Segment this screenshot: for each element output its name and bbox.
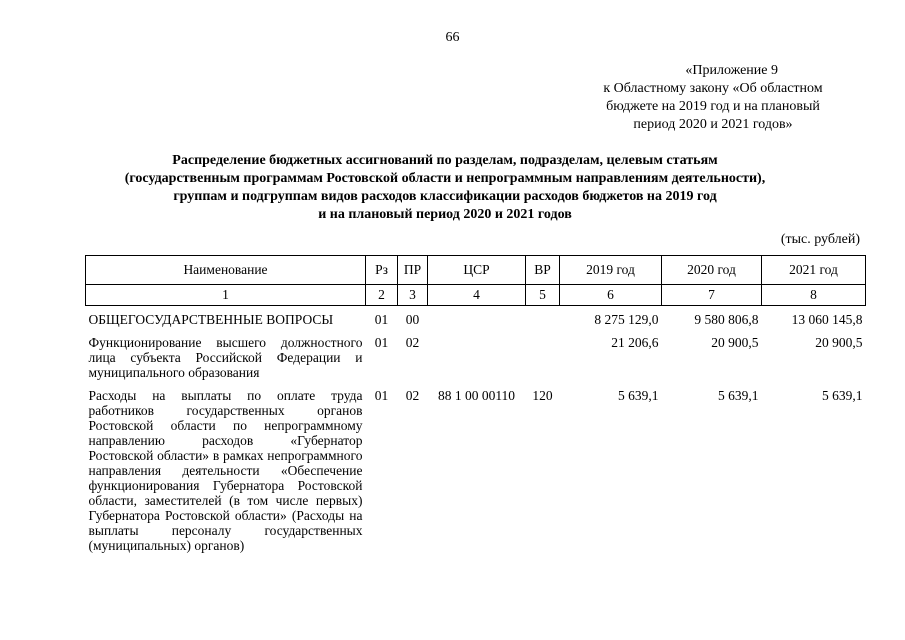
row-2021: 20 900,5: [815, 335, 863, 350]
row-2019: 21 206,6: [611, 335, 659, 350]
title-line: группам и подгруппам видов расходов классификации расходов бюджетов на 2019 год: [173, 189, 717, 204]
row-rz: 01: [374, 388, 389, 403]
budget-table: [85, 255, 866, 561]
header-2019: 2019 год: [560, 256, 662, 285]
column-number: 4: [428, 285, 526, 306]
row-vr: [526, 335, 560, 388]
row-name: Расходы на выплаты по оплате труда работников государственных органов Ростовской области по непрограммному направлению расходов «Губернатор Ростовской области» в рамках непрограммного направления деятельности «Обеспечение функционирования Губернатора Ростовской области, заместителей (в том числе первых) Губернатора Ростовской области» (Расходы на выплаты персоналу государственных (муниципальных) органов): [88, 388, 363, 553]
row-2019: 5 639,1: [618, 388, 659, 403]
document-title: [95, 152, 795, 224]
row-csr: 88 1 00 00110: [437, 388, 516, 403]
row-csr: [428, 335, 526, 388]
row-pr: 00: [405, 312, 420, 327]
table-row: [86, 388, 866, 561]
row-csr: [428, 306, 526, 336]
row-2021: 5 639,1: [822, 388, 863, 403]
row-2020: 9 580 806,8: [694, 312, 759, 327]
column-number: 6: [560, 285, 662, 306]
appendix-header: [560, 62, 866, 134]
appendix-title: «Приложение 9: [685, 63, 778, 78]
row-rz: 01: [374, 312, 389, 327]
row-name: ОБЩЕГОСУДАРСТВЕННЫЕ ВОПРОСЫ: [88, 312, 334, 327]
column-number: 1: [86, 285, 366, 306]
header-rz: Рз: [366, 256, 398, 285]
column-number-row: [86, 285, 866, 306]
column-number: 3: [398, 285, 428, 306]
column-number: 8: [762, 285, 866, 306]
title-line: (государственным программам Ростовской области и непрограммным направлениям деятельности),: [124, 171, 766, 186]
page-number: 66: [445, 30, 460, 45]
row-rz: 01: [374, 335, 389, 350]
row-vr: 120: [532, 388, 553, 403]
appendix-line: к Областному закону «Об областном: [603, 81, 823, 96]
header-vr: ВР: [526, 256, 560, 285]
row-pr: 02: [405, 388, 420, 403]
column-number: 5: [526, 285, 560, 306]
header-name: Наименование: [86, 256, 366, 285]
units-label: (тыс. рублей): [780, 232, 860, 247]
appendix-line: бюджете на 2019 год и на плановый: [606, 99, 820, 114]
table-row: [86, 335, 866, 388]
title-line: Распределение бюджетных ассигнований по разделам, подразделам, целевым статьям: [172, 153, 718, 168]
header-2021: 2021 год: [762, 256, 866, 285]
header-pr: ПР: [398, 256, 428, 285]
column-number: 2: [366, 285, 398, 306]
row-vr: [526, 306, 560, 336]
header-csr: ЦСР: [428, 256, 526, 285]
header-2020: 2020 год: [662, 256, 762, 285]
table-header-row: [86, 256, 866, 285]
row-pr: 02: [405, 335, 420, 350]
column-number: 7: [662, 285, 762, 306]
title-line: и на плановый период 2020 и 2021 годов: [318, 207, 572, 222]
row-2020: 20 900,5: [711, 335, 759, 350]
appendix-line: период 2020 и 2021 годов»: [633, 117, 793, 132]
row-2020: 5 639,1: [718, 388, 759, 403]
table-row: [86, 306, 866, 336]
row-2019: 8 275 129,0: [594, 312, 659, 327]
row-name: Функционирование высшего должностного лица субъекта Российской Федерации и муниципального образования: [88, 335, 363, 380]
row-2021: 13 060 145,8: [791, 312, 863, 327]
